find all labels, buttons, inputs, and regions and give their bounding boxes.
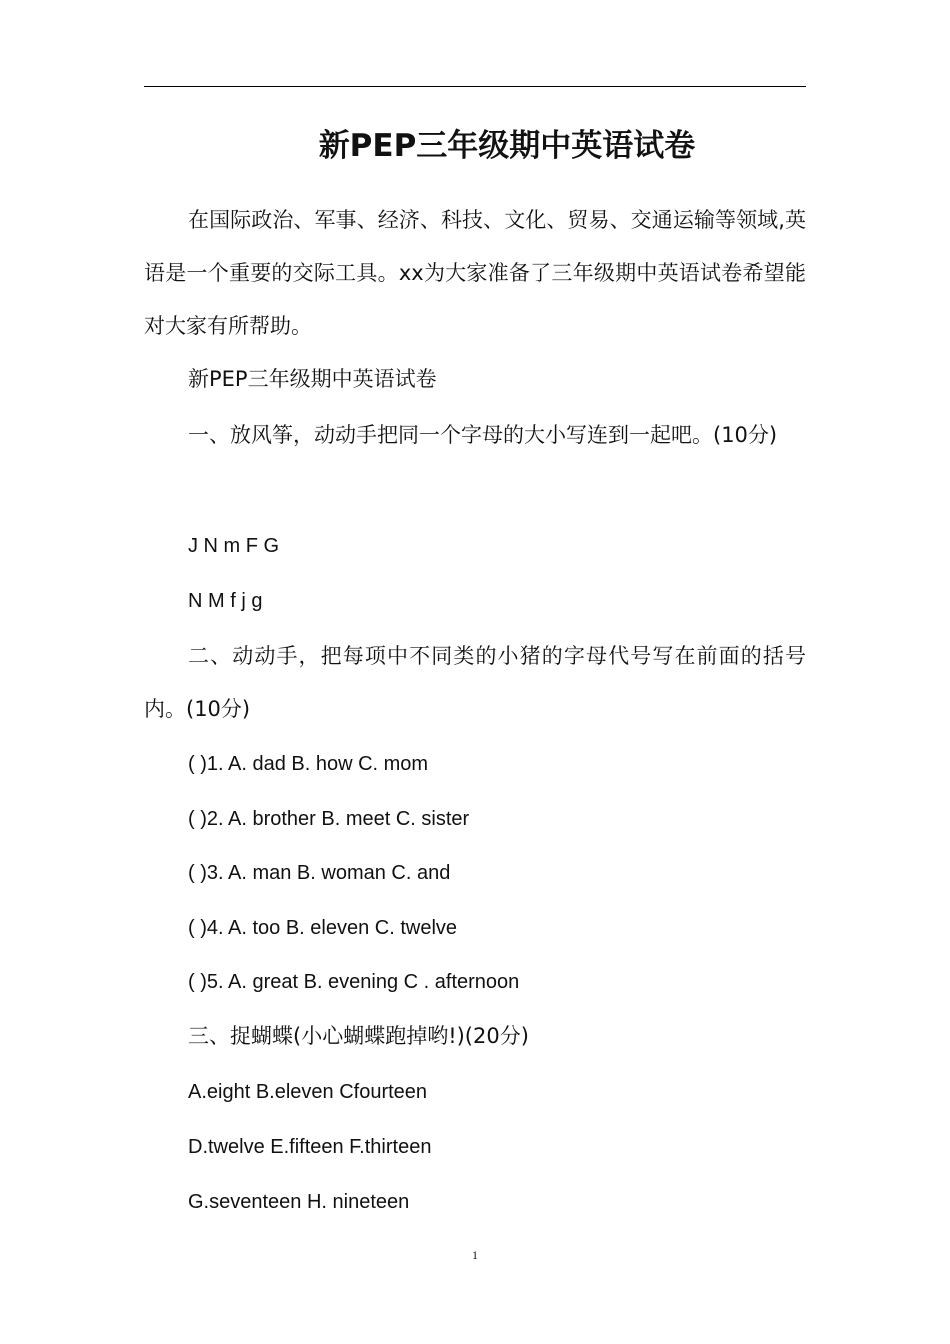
section-3-line-2: D.twelve E.fifteen F.thirteen bbox=[188, 1136, 432, 1158]
section-2-heading: 二、动动手，把每项中不同类的小猪的字母代号写在前面的括号内。(10分) bbox=[144, 644, 806, 721]
section-2-item-1: ( )1. A. dad B. how C. mom bbox=[188, 753, 429, 775]
document-title: 新PEP三年级期中英语试卷 bbox=[318, 128, 696, 164]
section-2-item-5: ( )5. A. great B. evening C . afternoon bbox=[188, 971, 520, 993]
section-1-uppercase-letters: J N m F G bbox=[188, 535, 280, 557]
section-2-item-4: ( )4. A. too B. eleven C. twelve bbox=[188, 917, 458, 939]
intro-paragraph: 在国际政治、军事、经济、科技、文化、贸易、交通运输等领域,英语是一个重要的交际工具。xx为大家准备了三年级期中英语试卷希望能对大家有所帮助。 bbox=[144, 208, 806, 338]
section-3-heading: 三、捉蝴蝶(小心蝴蝶跑掉哟!)(20分) bbox=[188, 1024, 529, 1048]
section-3-line-1: A.eight B.eleven Cfourteen bbox=[188, 1081, 428, 1103]
section-2-item-3: ( )3. A. man B. woman C. and bbox=[188, 862, 451, 884]
section-2-item-2: ( )2. A. brother B. meet C. sister bbox=[188, 808, 470, 830]
section-1-lowercase-letters: N M f j g bbox=[188, 590, 263, 612]
page-number: 1 bbox=[472, 1248, 478, 1262]
section-1-heading: 一、放风筝，动动手把同一个字母的大小写连到一起吧。(10分) bbox=[188, 423, 778, 447]
subtitle-line: 新PEP三年级期中英语试卷 bbox=[188, 367, 437, 391]
section-3-line-3: G.seventeen H. nineteen bbox=[188, 1191, 410, 1213]
header-rule bbox=[144, 86, 806, 87]
